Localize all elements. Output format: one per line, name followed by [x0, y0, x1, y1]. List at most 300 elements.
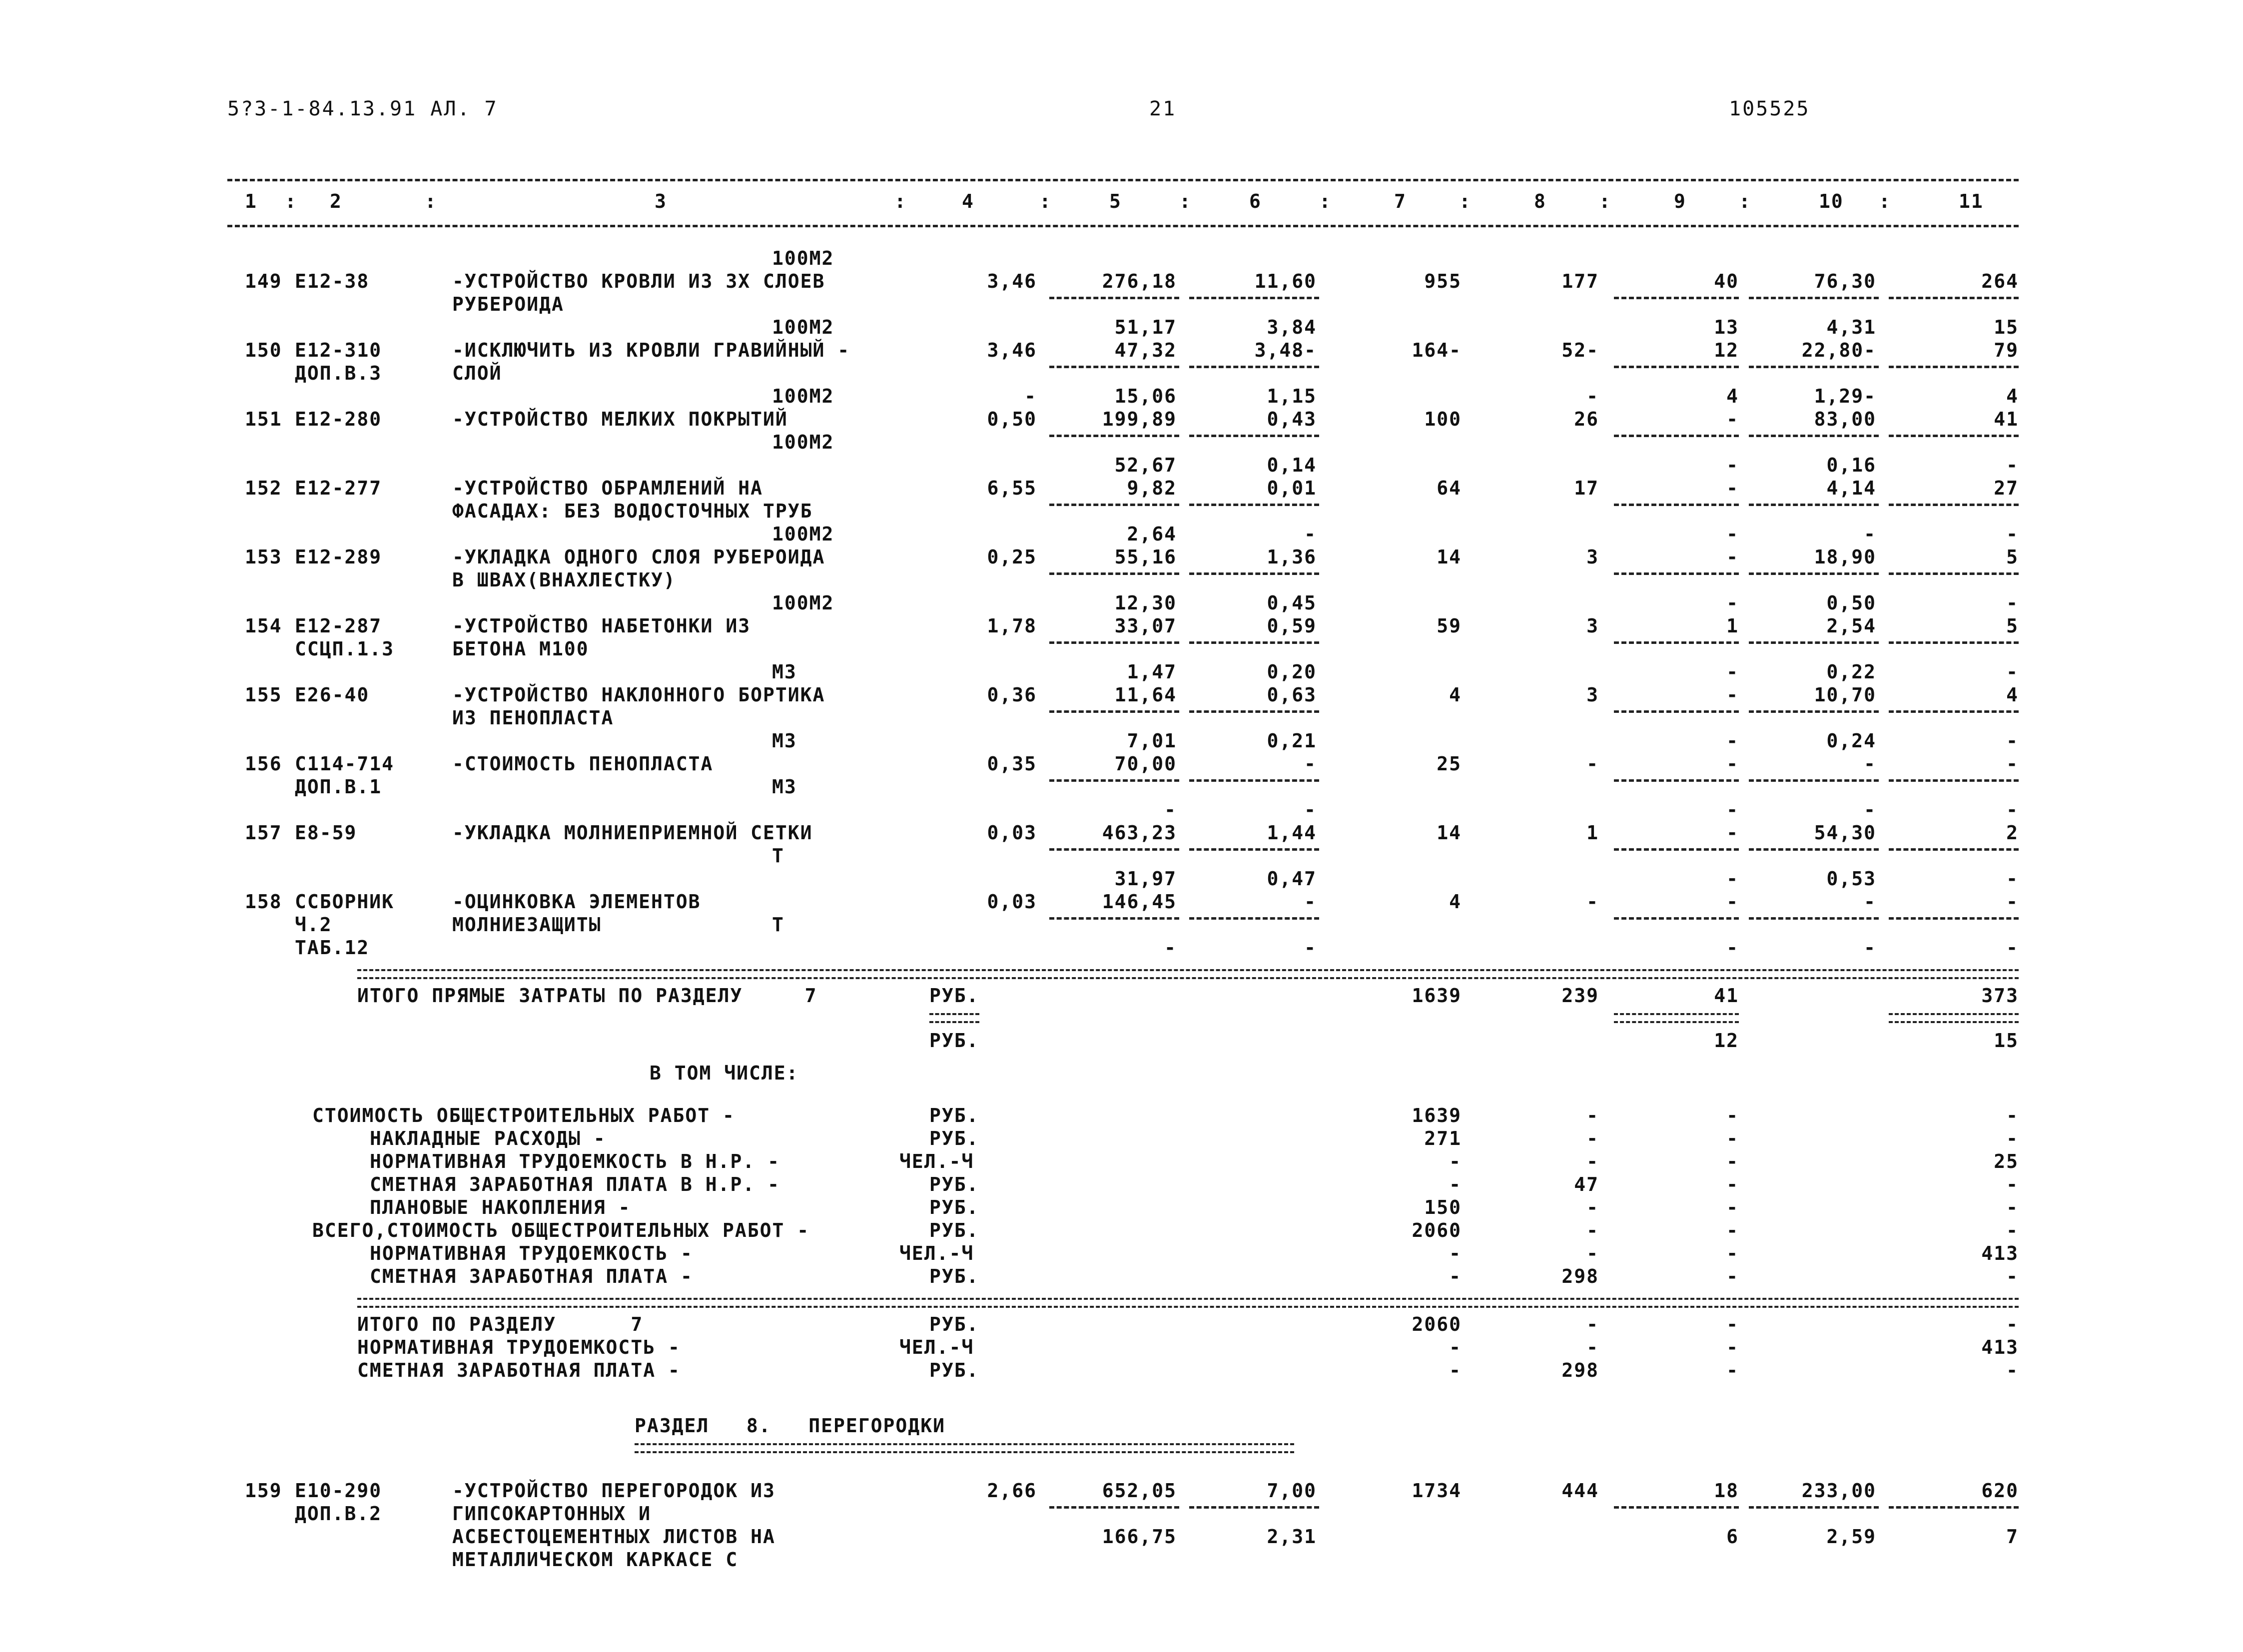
row-subvalue-6: - [1304, 523, 1317, 545]
row-value-9: 1 [1726, 615, 1739, 637]
row-value-6: - [1304, 753, 1317, 775]
breakdown-value: 413 [1981, 1242, 2019, 1264]
row-description: -УСТРОЙСТВО НАКЛОННОГО БОРТИКА [452, 684, 825, 706]
row-subvalue-5: - [1164, 937, 1177, 959]
breakdown-value: - [1449, 1265, 1462, 1287]
direct-cost-label: ИТОГО ПРЯМЫЕ ЗАТРАТЫ ПО РАЗДЕЛУ 7 [357, 985, 817, 1007]
row-underline [1889, 779, 2019, 782]
row-subvalue-4: - [1024, 385, 1037, 407]
row-unit: Т [772, 845, 784, 867]
row-underline [1749, 297, 1879, 299]
row-number: 152 [245, 477, 282, 499]
row-value-5: 9,82 [1127, 477, 1177, 499]
row-underline [1189, 641, 1319, 644]
row-value-6: 3,48- [1254, 339, 1317, 361]
breakdown-value: - [1586, 1104, 1599, 1126]
row-description: АСБЕСТОЦЕМЕНТНЫХ ЛИСТОВ НА [452, 1526, 775, 1548]
column-header-2: 2 [330, 190, 342, 212]
row-value-8: 3 [1586, 546, 1599, 568]
row-value-10: 18,90 [1814, 546, 1876, 568]
row-underline [1749, 435, 1879, 437]
column-header-7: 7 [1394, 190, 1407, 212]
row-number: 155 [245, 684, 282, 706]
row-value-10: 4,14 [1826, 477, 1876, 499]
row-subvalue-5: 1,47 [1127, 661, 1177, 683]
section-title-rule [635, 1443, 1294, 1453]
breakdown-label: СМЕТНАЯ ЗАРАБОТНАЯ ПЛАТА - [370, 1265, 693, 1287]
total-underline [1614, 1013, 1739, 1023]
row-value-7: 164- [1412, 339, 1462, 361]
row-value-9: 12 [1714, 339, 1739, 361]
row-underline [1614, 297, 1739, 299]
row-subvalue-10: - [1864, 799, 1876, 821]
row-subvalue-9: - [1726, 454, 1739, 476]
row-subvalue-9: 13 [1714, 316, 1739, 338]
row-value-9: - [1726, 822, 1739, 844]
row-underline [1614, 435, 1739, 437]
section-rule [357, 1298, 2019, 1308]
row-value-9: 18 [1714, 1480, 1739, 1502]
row-value-8: 26 [1574, 408, 1599, 430]
row-subvalue-11: - [2006, 661, 2019, 683]
row-unit: 100М2 [772, 523, 834, 545]
row-value-10: 2,54 [1826, 615, 1876, 637]
section-total-value: - [1726, 1359, 1739, 1381]
row-code-suffix: ДОП.В.1 [295, 776, 382, 798]
row-number: 159 [245, 1480, 282, 1502]
row-unit: 100М2 [772, 316, 834, 338]
row-value-10: 22,80- [1801, 339, 1876, 361]
row-value-4: 1,78 [987, 615, 1037, 637]
row-unit: 100М2 [772, 247, 834, 269]
breakdown-value: - [2006, 1173, 2019, 1195]
row-underline [1889, 297, 2019, 299]
row-subvalue-6: 0,14 [1267, 454, 1317, 476]
breakdown-value: - [1449, 1242, 1462, 1264]
row-underline [1614, 917, 1739, 920]
row-subvalue-11: - [2006, 523, 2019, 545]
row-value-10: 76,30 [1814, 270, 1876, 292]
unit-label: РУБ. [929, 985, 979, 1007]
row-number: 156 [245, 753, 282, 775]
row-description: -УКЛАДКА МОЛНИЕПРИЕМНОЙ СЕТКИ [452, 822, 813, 844]
row-value-4: 2,66 [987, 1480, 1037, 1502]
doc-code: 5?3-1-84.13.91 АЛ. 7 [227, 97, 498, 120]
row-subvalue-11: - [2006, 937, 2019, 959]
column-separator: : [425, 190, 437, 212]
row-value-5: 652,05 [1102, 1480, 1177, 1502]
row-description: -УСТРОЙСТВО КРОВЛИ ИЗ 3Х СЛОЕВ [452, 270, 825, 292]
row-value-10: 54,30 [1814, 822, 1876, 844]
row-description: МЕТАЛЛИЧЕСКОМ КАРКАСЕ С [452, 1549, 739, 1571]
breakdown-value: - [1726, 1219, 1739, 1241]
row-value-7: 4 [1449, 684, 1462, 706]
column-separator: : [1879, 190, 1891, 212]
row-number: 153 [245, 546, 282, 568]
unit-label: ЧЕЛ.-Ч [899, 1150, 974, 1172]
row-description: МОЛНИЕЗАЩИТЫ [452, 914, 602, 936]
row-subvalue-10: 0,16 [1826, 454, 1876, 476]
row-description: -СТОИМОСТЬ ПЕНОПЛАСТА [452, 753, 714, 775]
row-value-4: 3,46 [987, 270, 1037, 292]
row-underline [1614, 1506, 1739, 1509]
row-value-4: 0,03 [987, 822, 1037, 844]
row-value-5: 146,45 [1102, 891, 1177, 913]
row-underline [1614, 710, 1739, 713]
row-number: 150 [245, 339, 282, 361]
breakdown-value: - [1586, 1219, 1599, 1241]
row-code: Е12-277 [295, 477, 382, 499]
row-value-11: - [2006, 891, 2019, 913]
row-value-11: 41 [1994, 408, 2019, 430]
breakdown-value: - [1726, 1127, 1739, 1149]
section-total-value: - [1449, 1359, 1462, 1381]
row-underline [1889, 917, 2019, 920]
row-value-10: 233,00 [1801, 1480, 1876, 1502]
row-description: -УСТРОЙСТВО ПЕРЕГОРОДОК ИЗ [452, 1480, 775, 1502]
row-subvalue-11: 4 [2006, 385, 2019, 407]
column-separator: : [894, 190, 907, 212]
row-description: ГИПСОКАРТОННЫХ И [452, 1503, 652, 1525]
row-value-4: 0,35 [987, 753, 1037, 775]
total-value: 41 [1714, 985, 1739, 1007]
row-value-6: 1,36 [1267, 546, 1317, 568]
column-separator: : [285, 190, 297, 212]
table-header-rule [227, 225, 2019, 227]
row-value-5: 11,64 [1114, 684, 1177, 706]
row-code: Е12-38 [295, 270, 370, 292]
row-value-8: 52- [1561, 339, 1599, 361]
row-subvalue-5: 166,75 [1102, 1526, 1177, 1548]
row-value-6: - [1304, 891, 1317, 913]
row-underline [1189, 435, 1319, 437]
column-separator: : [1459, 190, 1472, 212]
row-value-10: 83,00 [1814, 408, 1876, 430]
row-underline [1749, 917, 1879, 920]
row-subvalue-10: 1,29- [1814, 385, 1876, 407]
row-subvalue-9: - [1726, 799, 1739, 821]
row-underline [1189, 366, 1319, 368]
row-subvalue-9: 4 [1726, 385, 1739, 407]
row-value-4: 3,46 [987, 339, 1037, 361]
breakdown-value: - [2006, 1265, 2019, 1287]
row-underline [1049, 1506, 1179, 1509]
column-header-11: 11 [1959, 190, 1984, 212]
row-underline [1889, 641, 2019, 644]
row-value-8: - [1586, 891, 1599, 913]
column-header-6: 6 [1249, 190, 1262, 212]
row-value-4: 0,50 [987, 408, 1037, 430]
row-underline [1189, 297, 1319, 299]
total-value: 15 [1994, 1030, 2019, 1052]
row-underline [1189, 848, 1319, 851]
row-value-11: 264 [1981, 270, 2019, 292]
row-value-5: 33,07 [1114, 615, 1177, 637]
row-subvalue-5: 15,06 [1114, 385, 1177, 407]
column-header-9: 9 [1674, 190, 1686, 212]
unit-label: РУБ. [929, 1127, 979, 1149]
row-underline [1889, 366, 2019, 368]
column-header-4: 4 [962, 190, 974, 212]
row-value-5: 55,16 [1114, 546, 1177, 568]
row-underline [1889, 1506, 2019, 1509]
row-subvalue-10: 0,22 [1826, 661, 1876, 683]
row-code: Е12-280 [295, 408, 382, 430]
row-value-7: 955 [1424, 270, 1462, 292]
row-description: -ОЦИНКОВКА ЭЛЕМЕНТОВ [452, 891, 701, 913]
row-underline [1049, 848, 1179, 851]
unit-label: РУБ. [929, 1104, 979, 1126]
row-subvalue-11: - [2006, 868, 2019, 890]
unit-label: РУБ. [929, 1359, 979, 1381]
row-code-suffix: ССЦП.1.3 [295, 638, 395, 660]
row-subvalue-5: 12,30 [1114, 592, 1177, 614]
row-description: -ИСКЛЮЧИТЬ ИЗ КРОВЛИ ГРАВИЙНЫЙ - [452, 339, 850, 361]
row-code-suffix: Ч.2 [295, 914, 332, 936]
row-number: 157 [245, 822, 282, 844]
row-subvalue-11: - [2006, 592, 2019, 614]
row-value-6: 0,63 [1267, 684, 1317, 706]
row-unit: М3 [772, 730, 797, 752]
row-subvalue-5: 51,17 [1114, 316, 1177, 338]
breakdown-value: 298 [1561, 1265, 1599, 1287]
breakdown-value: 150 [1424, 1196, 1462, 1218]
row-description: ИЗ ПЕНОПЛАСТА [452, 707, 614, 729]
row-subvalue-6: 0,45 [1267, 592, 1317, 614]
row-value-4: 0,25 [987, 546, 1037, 568]
row-subvalue-6: 2,31 [1267, 1526, 1317, 1548]
row-number: 154 [245, 615, 282, 637]
row-value-6: 0,43 [1267, 408, 1317, 430]
row-underline [1049, 366, 1179, 368]
breakdown-value: - [1726, 1173, 1739, 1195]
row-underline [1049, 572, 1179, 575]
breakdown-value: 271 [1424, 1127, 1462, 1149]
row-subvalue-10: 2,59 [1826, 1526, 1876, 1548]
breakdown-value: - [1726, 1265, 1739, 1287]
row-code: Е12-287 [295, 615, 382, 637]
unit-label: ЧЕЛ.-Ч [899, 1242, 974, 1264]
section-total-value: - [1726, 1313, 1739, 1335]
breakdown-value: - [1449, 1150, 1462, 1172]
row-value-8: 3 [1586, 684, 1599, 706]
row-value-11: 4 [2006, 684, 2019, 706]
breakdown-value: - [1449, 1173, 1462, 1195]
breakdown-value: - [1586, 1242, 1599, 1264]
row-subvalue-5: 31,97 [1114, 868, 1177, 890]
row-subvalue-11: 15 [1994, 316, 2019, 338]
row-underline [1749, 710, 1879, 713]
breakdown-value: 25 [1994, 1150, 2019, 1172]
row-description: СЛОЙ [452, 362, 502, 384]
section-total-value: - [1449, 1336, 1462, 1358]
row-underline [1189, 572, 1319, 575]
unit-label: ЧЕЛ.-Ч [899, 1336, 974, 1358]
row-number: 149 [245, 270, 282, 292]
section-title: РАЗДЕЛ 8. ПЕРЕГОРОДКИ [635, 1415, 945, 1437]
row-value-4: 0,03 [987, 891, 1037, 913]
row-underline [1049, 917, 1179, 920]
breakdown-value: - [1726, 1196, 1739, 1218]
row-subvalue-10: 0,53 [1826, 868, 1876, 890]
row-subvalue-9: 6 [1726, 1526, 1739, 1548]
breakdown-value: 47 [1574, 1173, 1599, 1195]
row-subvalue-9: - [1726, 868, 1739, 890]
total-value: 239 [1561, 985, 1599, 1007]
row-code-suffix: ДОП.В.2 [295, 1503, 382, 1525]
total-value: 373 [1981, 985, 2019, 1007]
row-subvalue-5: 52,67 [1114, 454, 1177, 476]
total-value: 1639 [1412, 985, 1462, 1007]
row-unit: Т [772, 914, 784, 936]
row-underline [1614, 572, 1739, 575]
unit-label: РУБ. [929, 1196, 979, 1218]
row-value-7: 59 [1437, 615, 1462, 637]
row-subvalue-6: 0,20 [1267, 661, 1317, 683]
row-underline [1889, 504, 2019, 506]
row-unit: М3 [772, 776, 797, 798]
row-value-7: 14 [1437, 822, 1462, 844]
row-underline [1049, 710, 1179, 713]
row-value-11: 5 [2006, 546, 2019, 568]
row-value-6: 0,01 [1267, 477, 1317, 499]
doc-number: 105525 [1729, 97, 1810, 120]
row-subvalue-11: - [2006, 799, 2019, 821]
row-underline [1749, 572, 1879, 575]
column-separator: : [1319, 190, 1332, 212]
breakdown-value: 2060 [1412, 1219, 1462, 1241]
breakdown-value: - [1586, 1196, 1599, 1218]
row-underline [1614, 366, 1739, 368]
row-value-8: 17 [1574, 477, 1599, 499]
row-underline [1614, 504, 1739, 506]
row-underline [1889, 710, 2019, 713]
row-underline [1049, 297, 1179, 299]
row-underline [1749, 779, 1879, 782]
breakdown-label: ПЛАНОВЫЕ НАКОПЛЕНИЯ - [370, 1196, 631, 1218]
row-subvalue-11: - [2006, 730, 2019, 752]
row-subvalue-9: - [1726, 730, 1739, 752]
row-underline [1189, 779, 1319, 782]
row-underline [1614, 779, 1739, 782]
breakdown-label: НОРМАТИВНАЯ ТРУДОЕМКОСТЬ - [370, 1242, 693, 1264]
unit-label: РУБ. [929, 1030, 979, 1052]
breakdown-value: - [1726, 1242, 1739, 1264]
row-value-11: 5 [2006, 615, 2019, 637]
unit-label: РУБ. [929, 1219, 979, 1241]
section-rule [357, 969, 2019, 979]
row-value-8: - [1586, 753, 1599, 775]
total-value: 12 [1714, 1030, 1739, 1052]
breakdown-label: НОРМАТИВНАЯ ТРУДОЕМКОСТЬ В Н.Р. - [370, 1150, 780, 1172]
row-subvalue-6: 0,47 [1267, 868, 1317, 890]
table-top-rule [227, 179, 2019, 181]
row-value-7: 1734 [1412, 1480, 1462, 1502]
row-unit: М3 [772, 661, 797, 683]
row-description: -УСТРОЙСТВО НАБЕТОНКИ ИЗ [452, 615, 751, 637]
row-subvalue-8: - [1586, 385, 1599, 407]
row-value-8: 3 [1586, 615, 1599, 637]
row-value-11: - [2006, 753, 2019, 775]
row-subvalue-10: 0,50 [1826, 592, 1876, 614]
row-underline [1614, 641, 1739, 644]
row-value-5: 463,23 [1102, 822, 1177, 844]
row-value-10: - [1864, 891, 1876, 913]
row-code: Е10-290 [295, 1480, 382, 1502]
row-underline [1189, 917, 1319, 920]
section-total-value: - [2006, 1359, 2019, 1381]
section-total-value: - [2006, 1313, 2019, 1335]
row-value-11: 2 [2006, 822, 2019, 844]
column-separator: : [1039, 190, 1052, 212]
row-value-5: 276,18 [1102, 270, 1177, 292]
section-total-value: - [1726, 1336, 1739, 1358]
unit-label: РУБ. [929, 1265, 979, 1287]
row-code: Е12-310 [295, 339, 382, 361]
row-value-9: - [1726, 408, 1739, 430]
row-unit: 100М2 [772, 431, 834, 453]
row-value-9: - [1726, 891, 1739, 913]
section-total-value: - [1586, 1313, 1599, 1335]
row-value-9: - [1726, 546, 1739, 568]
row-unit: 100М2 [772, 385, 834, 407]
row-code: ССБОРНИК [295, 891, 395, 913]
row-value-10: 10,70 [1814, 684, 1876, 706]
row-unit: 100М2 [772, 592, 834, 614]
row-subvalue-10: - [1864, 937, 1876, 959]
row-underline [1189, 710, 1319, 713]
row-subvalue-9: - [1726, 592, 1739, 614]
row-description: ФАСАДАХ: БЕЗ ВОДОСТОЧНЫХ ТРУБ [452, 500, 813, 522]
row-code: С114-714 [295, 753, 395, 775]
row-value-11: 79 [1994, 339, 2019, 361]
breakdown-label: СМЕТНАЯ ЗАРАБОТНАЯ ПЛАТА В Н.Р. - [370, 1173, 780, 1195]
row-value-7: 25 [1437, 753, 1462, 775]
row-value-4: 0,36 [987, 684, 1037, 706]
row-subvalue-9: - [1726, 937, 1739, 959]
row-value-7: 100 [1424, 408, 1462, 430]
row-underline [1049, 641, 1179, 644]
row-underline [1749, 848, 1879, 851]
row-underline [1049, 779, 1179, 782]
row-code: Е26-40 [295, 684, 370, 706]
row-description: РУБЕРОИДА [452, 293, 564, 315]
row-value-6: 1,44 [1267, 822, 1317, 844]
section-total-value: 413 [1981, 1336, 2019, 1358]
row-value-7: 64 [1437, 477, 1462, 499]
row-value-6: 7,00 [1267, 1480, 1317, 1502]
breakdown-value: - [1586, 1150, 1599, 1172]
row-underline [1889, 572, 2019, 575]
column-separator: : [1179, 190, 1192, 212]
column-header-10: 10 [1819, 190, 1844, 212]
column-separator: : [1599, 190, 1611, 212]
breakdown-label: ВСЕГО,СТОИМОСТЬ ОБЩЕСТРОИТЕЛЬНЫХ РАБОТ - [312, 1219, 810, 1241]
section-total-label: НОРМАТИВНАЯ ТРУДОЕМКОСТЬ - [357, 1336, 681, 1358]
column-header-5: 5 [1109, 190, 1122, 212]
row-value-8: 444 [1561, 1480, 1599, 1502]
row-subvalue-6: 0,21 [1267, 730, 1317, 752]
row-description: -УКЛАДКА ОДНОГО СЛОЯ РУБЕРОИДА [452, 546, 825, 568]
breakdown-value: - [2006, 1196, 2019, 1218]
row-code: Е12-289 [295, 546, 382, 568]
row-value-7: 4 [1449, 891, 1462, 913]
row-underline [1749, 641, 1879, 644]
row-value-11: 27 [1994, 477, 2019, 499]
row-subvalue-5: - [1164, 799, 1177, 821]
row-subvalue-10: 0,24 [1826, 730, 1876, 752]
row-underline [1749, 1506, 1879, 1509]
